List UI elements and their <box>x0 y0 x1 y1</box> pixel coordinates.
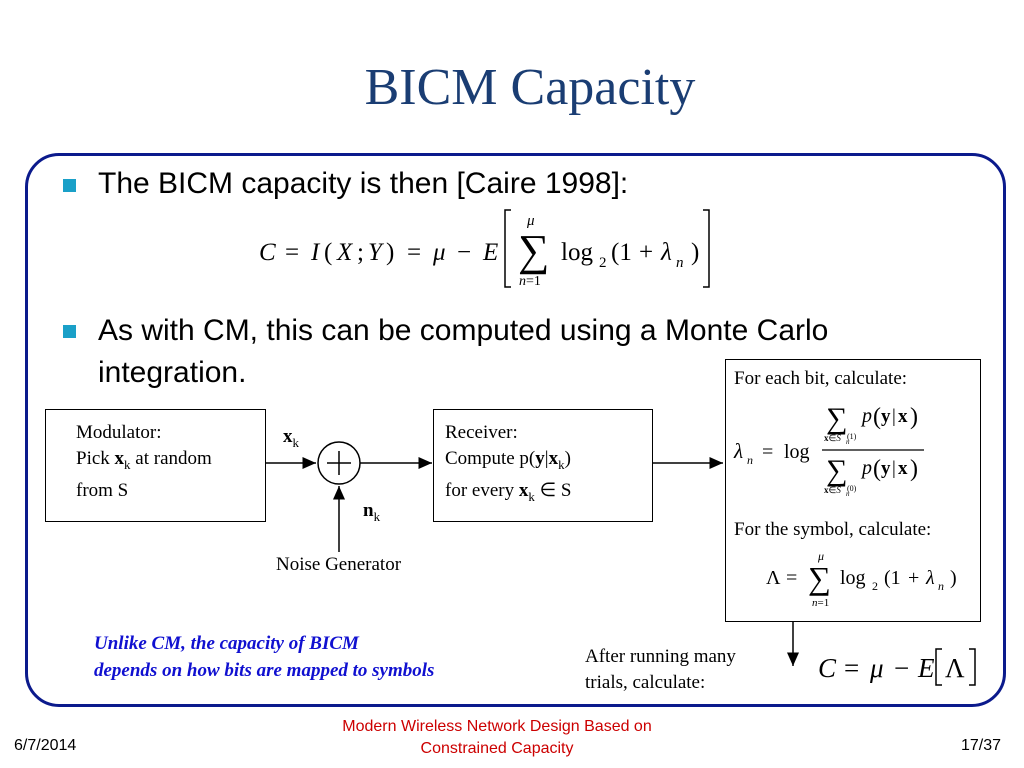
svg-text:n=1: n=1 <box>519 274 541 289</box>
footer-page-number: 17/37 <box>961 737 1002 754</box>
svg-text:x: x <box>898 406 908 427</box>
svg-text:n: n <box>938 579 944 593</box>
svg-text:λ: λ <box>661 239 672 266</box>
svg-text:n: n <box>676 255 684 271</box>
svg-text:(: ( <box>873 456 881 482</box>
svg-text:C: C <box>259 239 276 266</box>
modulator-box <box>45 409 266 522</box>
svg-text:x: x <box>898 458 908 479</box>
svg-text:=: = <box>407 239 422 266</box>
svg-text:λ: λ <box>926 567 935 589</box>
svg-text:p: p <box>862 405 872 427</box>
svg-text:Λ: Λ <box>945 653 965 683</box>
svg-text:=: = <box>285 239 300 266</box>
svg-text:|: | <box>892 406 896 427</box>
modulator-label: Modulator: <box>76 422 162 443</box>
svg-text:n=1: n=1 <box>812 597 830 609</box>
svg-text:μ: μ <box>527 213 535 229</box>
bullet-text-2: As with CM, this can be computed using a Monte Carlo <box>98 314 829 347</box>
symbol-calc-heading: For the symbol, calculate: <box>734 519 932 540</box>
svg-text:|: | <box>892 458 896 479</box>
bicm-note: Unlike CM, the capacity of BICM depends on how bits are mapped to symbols <box>94 633 435 681</box>
svg-text:x∈S: x∈S <box>824 433 841 443</box>
svg-text:(: ( <box>324 239 333 266</box>
svg-text:p: p <box>862 457 872 479</box>
svg-text:I: I <box>311 239 320 266</box>
receiver-label: Receiver: <box>445 422 518 443</box>
svg-text:=: = <box>762 441 774 463</box>
svg-text:E: E <box>918 653 935 683</box>
svg-text:μ: μ <box>870 653 884 683</box>
svg-text:y: y <box>881 458 891 479</box>
svg-text:X: X <box>337 239 353 266</box>
modulator-pick-text: Pick $x_k$ at random <box>76 448 212 472</box>
svg-text:(0): (0) <box>847 484 857 493</box>
symbol-capacity-equation <box>762 546 972 612</box>
receiver-box <box>433 409 653 522</box>
svg-text:log: log <box>840 567 866 589</box>
xk-label: $x_k$ <box>283 426 299 450</box>
svg-text:): ) <box>691 239 700 266</box>
modulator-from-text: from S <box>76 479 129 501</box>
bullet-text-1: The BICM capacity is then [Caire 1998]: <box>98 167 629 200</box>
svg-text:μ: μ <box>433 239 446 266</box>
svg-text:(1: (1 <box>611 239 632 266</box>
receiver-forevery-text: for every $x_k$ ∈ S <box>445 479 572 504</box>
svg-text:+: + <box>908 567 920 589</box>
svg-text:x∈S: x∈S <box>824 485 841 495</box>
slide-title: BICM Capacity <box>364 59 696 116</box>
footer-center-title: Modern Wireless Network Design Based on Constrained Capacity <box>342 718 652 757</box>
svg-text:(1): (1) <box>847 432 857 441</box>
svg-text:∑: ∑ <box>826 454 848 487</box>
svg-text:(1: (1 <box>884 567 901 589</box>
svg-text:E: E <box>483 239 499 266</box>
svg-text:=: = <box>844 653 860 683</box>
bullet-text-2-cont: integration. <box>98 356 247 389</box>
svg-text:C: C <box>818 653 837 683</box>
svg-text:;: ; <box>357 239 364 266</box>
svg-text:n: n <box>846 490 850 498</box>
final-capacity-equation <box>814 645 986 689</box>
svg-text:−: − <box>457 239 472 266</box>
svg-text:−: − <box>894 653 910 683</box>
svg-text:n: n <box>846 438 850 446</box>
svg-text:∑: ∑ <box>826 402 848 435</box>
svg-text:2: 2 <box>872 579 878 593</box>
svg-text:): ) <box>910 456 918 482</box>
noise-generator-label: Noise Generator <box>276 554 402 575</box>
svg-text:): ) <box>386 239 395 266</box>
svg-text:log: log <box>784 441 810 463</box>
nk-label: $n_k$ <box>363 500 381 524</box>
svg-text:=: = <box>786 567 798 589</box>
svg-text:Λ: Λ <box>766 567 781 589</box>
svg-text:Y: Y <box>368 239 382 266</box>
llr-equation <box>730 394 978 506</box>
svg-text:+: + <box>639 239 654 266</box>
calculation-box <box>725 359 981 622</box>
svg-text:∑: ∑ <box>518 226 550 275</box>
svg-text:(: ( <box>873 404 881 430</box>
receiver-compute-text: Compute $p(y|x_k)$ <box>445 448 571 472</box>
svg-text:): ) <box>910 404 918 430</box>
svg-text:y: y <box>881 406 891 427</box>
svg-text:∑: ∑ <box>808 560 831 596</box>
bit-calc-heading: For each bit, calculate: <box>734 368 908 389</box>
svg-text:μ: μ <box>818 549 825 563</box>
after-running-text: After running many trials, calculate: <box>585 646 736 693</box>
footer-date: 6/7/2014 <box>14 737 77 754</box>
svg-text:log: log <box>561 239 593 266</box>
svg-text:n: n <box>747 453 753 467</box>
svg-text:λ: λ <box>734 439 744 463</box>
svg-text:2: 2 <box>599 255 607 271</box>
svg-text:): ) <box>950 567 957 589</box>
